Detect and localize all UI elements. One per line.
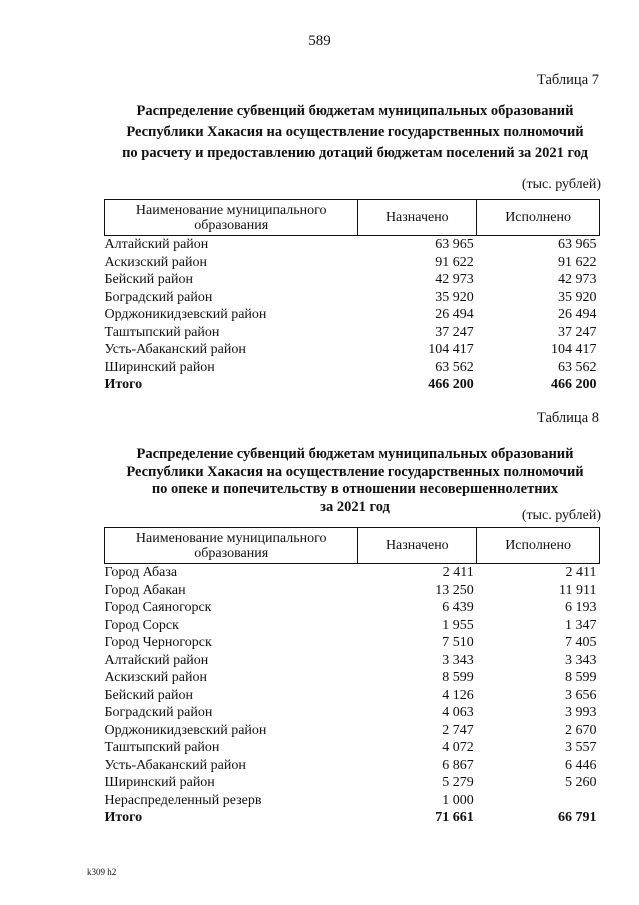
table-row bbox=[105, 687, 600, 705]
title-line: по расчету и предоставлению дотаций бюджетам поселений за 2021 год bbox=[122, 145, 588, 161]
table-8 bbox=[104, 527, 600, 827]
column-header-name: Наименование муниципального образования bbox=[105, 200, 358, 236]
cell-executed: 26 494 bbox=[558, 307, 597, 322]
cell-assigned: 71 661 bbox=[435, 810, 474, 825]
table-row bbox=[105, 582, 600, 600]
cell-assigned: 1 000 bbox=[442, 792, 474, 808]
cell-name: Бейский район bbox=[104, 687, 193, 703]
table-row bbox=[105, 739, 600, 757]
cell-name: Город Сорск bbox=[104, 617, 179, 633]
cell-assigned: 13 250 bbox=[435, 582, 474, 598]
cell-executed: 104 417 bbox=[551, 342, 597, 357]
table-8-title bbox=[90, 446, 620, 516]
table-row bbox=[105, 757, 600, 775]
cell-executed: 5 260 bbox=[565, 775, 597, 790]
cell-name: Орджоникидзевский район bbox=[104, 307, 267, 322]
cell-assigned: 42 973 bbox=[435, 272, 474, 287]
cell-assigned: 26 494 bbox=[435, 307, 474, 322]
cell-executed: 2 670 bbox=[565, 722, 597, 738]
cell-executed: 3 993 bbox=[565, 705, 597, 720]
cell-executed: 63 562 bbox=[558, 359, 597, 375]
cell-name: Нераспределенный резерв bbox=[104, 792, 262, 808]
cell-executed: 6 193 bbox=[565, 600, 597, 615]
cell-executed: 3 343 bbox=[565, 652, 597, 668]
cell-assigned: 2 411 bbox=[442, 565, 474, 580]
cell-executed: 91 622 bbox=[558, 254, 597, 270]
table-row bbox=[105, 324, 600, 342]
cell-name: Алтайский район bbox=[104, 237, 209, 252]
table-row bbox=[105, 236, 600, 254]
title-line: Республики Хакасия на осуществление государственных полномочий bbox=[126, 124, 584, 140]
cell-name: Бейский район bbox=[104, 272, 193, 287]
table-row bbox=[105, 617, 600, 635]
cell-name: Боградский район bbox=[104, 289, 213, 305]
column-header-executed: Исполнено bbox=[477, 528, 600, 564]
table-7-label: Таблица 7 bbox=[536, 72, 599, 88]
total-row bbox=[105, 809, 600, 827]
cell-assigned: 63 562 bbox=[435, 359, 474, 375]
cell-assigned: 91 622 bbox=[435, 254, 474, 270]
title-line: Распределение субвенций бюджетам муниципальных образований bbox=[136, 446, 574, 462]
table-row bbox=[105, 599, 600, 617]
title-line: за 2021 год bbox=[320, 498, 390, 515]
title-line: Республики Хакасия на осуществление государственных полномочий bbox=[126, 463, 584, 480]
cell-assigned: 6 439 bbox=[442, 600, 474, 615]
cell-name: Усть-Абаканский район bbox=[104, 757, 246, 773]
cell-name: Город Саяногорск bbox=[104, 600, 212, 615]
table-7-units: (тыс. рублей) bbox=[521, 177, 601, 192]
column-header-executed: Исполнено bbox=[477, 200, 600, 236]
cell-assigned: 466 200 bbox=[428, 377, 474, 392]
cell-name: Боградский район bbox=[104, 705, 213, 720]
cell-executed: 2 411 bbox=[565, 565, 597, 580]
cell-name: Город Абакан bbox=[104, 582, 186, 598]
cell-executed: 63 965 bbox=[558, 237, 597, 252]
cell-executed: 42 973 bbox=[558, 272, 597, 287]
cell-name: Аскизский район bbox=[104, 670, 207, 685]
cell-executed: 8 599 bbox=[565, 670, 597, 685]
cell-name: Алтайский район bbox=[104, 652, 209, 668]
cell-name: Итого bbox=[104, 810, 143, 825]
table-row bbox=[105, 792, 600, 810]
cell-assigned: 8 599 bbox=[442, 670, 474, 685]
cell-assigned: 7 510 bbox=[442, 635, 474, 650]
table-row bbox=[105, 634, 600, 652]
cell-name: Таштыпский район bbox=[104, 324, 220, 340]
cell-assigned: 63 965 bbox=[435, 237, 474, 252]
cell-executed: 11 911 bbox=[559, 582, 597, 598]
table-row bbox=[105, 564, 600, 582]
cell-assigned: 37 247 bbox=[435, 324, 474, 340]
cell-executed: 7 405 bbox=[565, 635, 597, 650]
cell-executed: 66 791 bbox=[558, 810, 597, 825]
cell-name: Город Черногорск bbox=[104, 635, 212, 650]
footer-code: k309 h2 bbox=[87, 867, 117, 877]
title-line: Распределение субвенций бюджетам муниципальных образований bbox=[136, 103, 574, 119]
cell-assigned: 5 279 bbox=[442, 775, 474, 790]
cell-executed: 3 557 bbox=[565, 740, 597, 755]
cell-assigned: 3 343 bbox=[442, 652, 474, 668]
table-7 bbox=[104, 199, 600, 394]
table-row bbox=[105, 669, 600, 687]
cell-name: Орджоникидзевский район bbox=[104, 722, 267, 738]
cell-name: Усть-Абаканский район bbox=[104, 342, 246, 357]
cell-assigned: 4 063 bbox=[442, 705, 474, 720]
table-row bbox=[105, 306, 600, 324]
column-header-assigned: Назначено bbox=[358, 200, 477, 236]
title-line: по опеке и попечительству в отношении несовершеннолетних bbox=[151, 481, 559, 497]
cell-assigned: 2 747 bbox=[442, 722, 474, 738]
cell-assigned: 104 417 bbox=[428, 342, 474, 357]
cell-executed: 37 247 bbox=[558, 324, 597, 340]
table-8-label: Таблица 8 bbox=[536, 410, 599, 426]
table-8-units: (тыс. рублей) bbox=[521, 508, 601, 523]
cell-name: Аскизский район bbox=[104, 254, 207, 270]
table-row bbox=[105, 652, 600, 670]
cell-executed bbox=[477, 792, 600, 810]
column-header-name: Наименование муниципального образования bbox=[105, 528, 358, 564]
table-row bbox=[105, 359, 600, 377]
cell-name: Город Абаза bbox=[104, 565, 178, 580]
cell-name: Ширинский район bbox=[104, 775, 215, 790]
cell-assigned: 1 955 bbox=[442, 617, 474, 633]
page-number: 589 bbox=[308, 33, 331, 49]
cell-assigned: 6 867 bbox=[442, 757, 474, 773]
table-row bbox=[105, 271, 600, 289]
cell-assigned: 35 920 bbox=[435, 289, 474, 305]
cell-name: Таштыпский район bbox=[104, 740, 220, 755]
cell-assigned: 4 126 bbox=[442, 687, 474, 703]
cell-executed: 6 446 bbox=[565, 757, 597, 773]
table-7-title bbox=[90, 101, 620, 164]
table-row bbox=[105, 774, 600, 792]
table-row bbox=[105, 254, 600, 272]
cell-executed: 35 920 bbox=[558, 289, 597, 305]
table-row bbox=[105, 341, 600, 359]
cell-assigned: 4 072 bbox=[442, 740, 474, 755]
table-row bbox=[105, 289, 600, 307]
cell-name: Ширинский район bbox=[104, 359, 215, 375]
cell-name: Итого bbox=[104, 377, 143, 392]
table-row bbox=[105, 722, 600, 740]
cell-executed: 3 656 bbox=[565, 687, 597, 703]
total-row bbox=[105, 376, 600, 394]
cell-executed: 466 200 bbox=[551, 377, 597, 392]
cell-executed: 1 347 bbox=[565, 617, 597, 633]
column-header-assigned: Назначено bbox=[358, 528, 477, 564]
table-row bbox=[105, 704, 600, 722]
